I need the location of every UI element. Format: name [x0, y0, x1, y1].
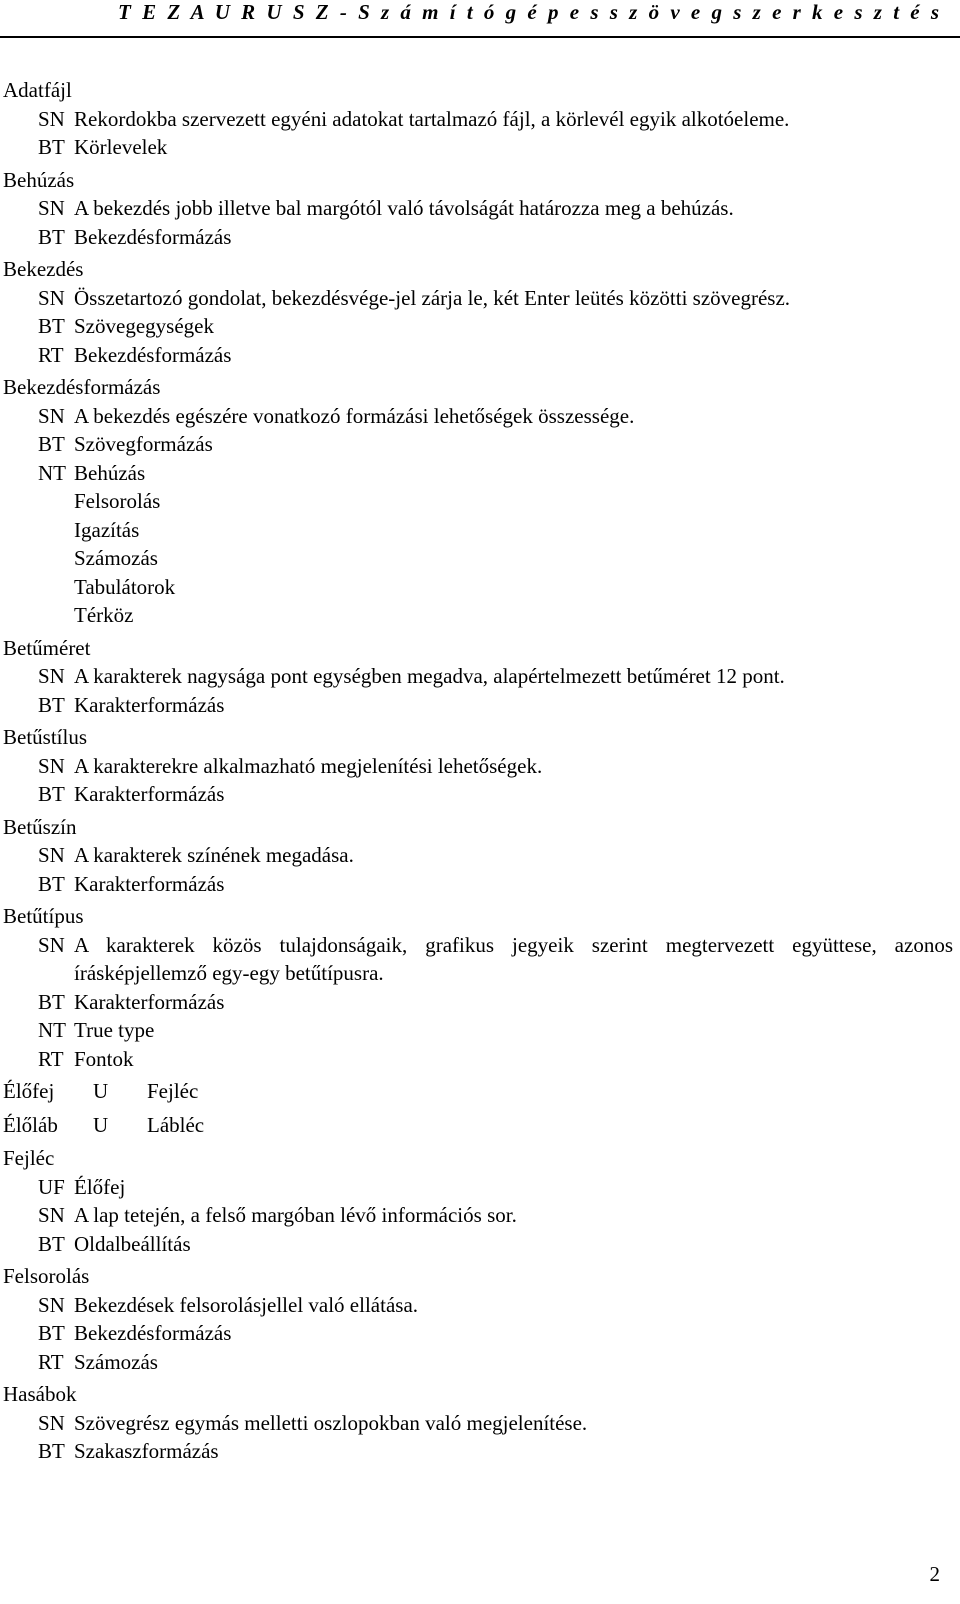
relation-row: [3, 931, 953, 988]
thesaurus-entry: [3, 723, 953, 809]
relation-row: [3, 1348, 953, 1377]
entry-term: Betűméret: [3, 635, 91, 660]
entry-term: Felsorolás: [3, 1264, 90, 1288]
relation-code: BT: [38, 989, 65, 1014]
relation-value: [74, 105, 953, 134]
relation-line: Szakaszformázás: [74, 1439, 219, 1463]
thesaurus-entry: [3, 255, 953, 369]
relation-line: A karakterek nagysága pont egységben megadva, alapértelmezett betűméret 12 pont.: [74, 664, 785, 688]
relation-code: BT: [38, 782, 65, 806]
relation-code: NT: [38, 460, 66, 485]
relation-code: SN: [38, 843, 65, 867]
entry-term: Bekezdésformázás: [3, 375, 161, 399]
relation-row: [3, 459, 953, 630]
relation-line: Bekezdések felsorolásjellel való ellátása.: [74, 1292, 419, 1317]
thesaurus-entry: [3, 813, 953, 899]
thesaurus-entry: [3, 1262, 953, 1376]
relation-line: Karakterformázás: [74, 692, 225, 717]
relation-line: Bekezdésformázás: [74, 224, 232, 249]
relation-code: BT: [38, 871, 65, 896]
relation-value: Fejléc: [147, 1079, 199, 1103]
relation-line: Élőfej: [74, 1174, 126, 1199]
relation-value: Lábléc: [147, 1112, 205, 1137]
relation-value: [74, 752, 953, 781]
relation-row: [3, 430, 953, 459]
relation-line: A karakterek közös tulajdonságaik, grafikus jegyeik szerint megtervezett együttese, azonos írásképjellemző egy-egy betűtípusra.: [74, 932, 953, 985]
entry-term: Élőfej: [3, 1079, 55, 1103]
relation-value: [74, 1437, 953, 1466]
relation-code: RT: [38, 342, 64, 367]
relation-line: Behúzás: [74, 460, 146, 485]
thesaurus-entry: [3, 634, 953, 720]
relation-code: BT: [38, 692, 65, 717]
relation-row: [3, 1291, 953, 1320]
relation-code: BT: [38, 1439, 65, 1463]
relation-code: BT: [38, 224, 65, 249]
relation-value: [74, 988, 953, 1017]
thesaurus-entry: [3, 76, 953, 162]
relation-line: A karakterek színének megadása.: [74, 843, 354, 867]
relation-code: RT: [38, 1349, 64, 1374]
entry-term: Fejléc: [3, 1146, 55, 1170]
relation-row: [3, 1230, 953, 1259]
thesaurus-entry: [3, 373, 953, 630]
relation-row: [3, 1201, 953, 1230]
thesaurus-entry: [3, 1144, 953, 1258]
relation-line: Felsorolás: [74, 489, 161, 513]
relation-line: Fontok: [74, 1046, 134, 1071]
relation-value: [74, 402, 953, 431]
relation-code: SN: [38, 753, 65, 778]
relation-row: [3, 841, 953, 870]
see-reference-entry: [3, 1111, 953, 1140]
relation-code: BT: [38, 432, 65, 456]
header-divider: [0, 36, 960, 38]
relation-line: Karakterformázás: [74, 989, 225, 1014]
relation-row: [3, 988, 953, 1017]
relation-value: [74, 870, 953, 899]
relation-line: Karakterformázás: [74, 782, 225, 806]
entry-term: Betűstílus: [3, 725, 88, 749]
relation-code: BT: [38, 135, 65, 159]
relation-row: [3, 402, 953, 431]
relation-value: [74, 1016, 953, 1045]
relation-line: A bekezdés jobb illetve bal margótól való távolságát határozza meg a behúzás.: [74, 196, 734, 220]
relation-code: SN: [38, 1292, 65, 1317]
relation-value: [74, 1173, 953, 1202]
relation-value: [74, 662, 953, 691]
relation-row: [3, 223, 953, 252]
relation-code: SN: [38, 285, 65, 310]
relation-code: SN: [38, 403, 65, 428]
relation-row: [3, 312, 953, 341]
relation-code: SN: [38, 932, 65, 957]
relation-value: [74, 223, 953, 252]
relation-row: [3, 1173, 953, 1202]
entry-group-2: [3, 1144, 953, 1466]
entry-term: Élőláb: [3, 1112, 58, 1137]
relation-value: [74, 459, 953, 630]
relation-row: [3, 133, 953, 162]
relation-value: [74, 1201, 953, 1230]
relation-value: [74, 430, 953, 459]
relation-line: Oldalbeállítás: [74, 1231, 191, 1256]
relation-row: [3, 341, 953, 370]
relation-line: Számozás: [74, 546, 158, 570]
relation-value: [74, 1319, 953, 1348]
relation-line: Körlevelek: [74, 135, 168, 159]
relation-value: [74, 1348, 953, 1377]
relation-code: NT: [38, 1018, 66, 1042]
page-number: 2: [929, 1562, 940, 1586]
relation-row: [3, 1045, 953, 1074]
relation-code: SN: [38, 1203, 65, 1227]
relation-line: Tabulátorok: [74, 574, 176, 599]
relation-value: [74, 1045, 953, 1074]
relation-line: Szövegrész egymás melletti oszlopokban való megjelenítése.: [74, 1410, 588, 1435]
relation-value: [74, 284, 953, 313]
entry-term: Adatfájl: [3, 78, 72, 102]
relation-value: [74, 312, 953, 341]
thesaurus-content: [3, 76, 953, 1470]
relation-line: Térköz: [74, 603, 134, 627]
thesaurus-entry: [3, 166, 953, 252]
relation-row: [3, 284, 953, 313]
entry-term: Betűtípus: [3, 904, 84, 928]
relation-value: [74, 194, 953, 223]
relation-line: A bekezdés egészére vonatkozó formázási lehetőségek összessége.: [74, 403, 635, 428]
relation-line: Számozás: [74, 1349, 158, 1374]
relation-code: RT: [38, 1046, 64, 1071]
relation-value: [74, 133, 953, 162]
relation-row: [3, 1016, 953, 1045]
entry-term: Betűszín: [3, 814, 77, 839]
relation-row: [3, 870, 953, 899]
relation-line: Igazítás: [74, 517, 140, 542]
relation-line: True type: [74, 1018, 155, 1042]
relation-value: [74, 780, 953, 809]
inline-entry-group: [3, 1077, 953, 1139]
relation-line: Szövegformázás: [74, 432, 213, 456]
relation-value: [74, 1291, 953, 1320]
thesaurus-entry: [3, 902, 953, 1073]
entry-term: Hasábok: [3, 1382, 77, 1406]
relation-value: [74, 931, 953, 988]
relation-row: [3, 1319, 953, 1348]
relation-row: [3, 752, 953, 781]
relation-row: [3, 1437, 953, 1466]
relation-row: [3, 194, 953, 223]
see-reference-entry: [3, 1077, 953, 1106]
relation-line: A lap tetején, a felső margóban lévő információs sor.: [74, 1203, 517, 1227]
relation-value: [74, 841, 953, 870]
relation-code: U: [93, 1079, 109, 1103]
relation-value: [74, 691, 953, 720]
running-header: T E Z A U R U S Z - S z á m í t ó g é p e s s z ö v e g s z e r k e s z t é s: [118, 0, 943, 24]
entry-term: Bekezdés: [3, 257, 84, 281]
relation-code: SN: [38, 106, 65, 131]
relation-row: [3, 662, 953, 691]
relation-row: [3, 1409, 953, 1438]
relation-code: BT: [38, 314, 65, 338]
entry-term: Behúzás: [3, 167, 75, 192]
relation-row: [3, 105, 953, 134]
relation-line: Bekezdésformázás: [74, 1321, 232, 1345]
relation-line: Rekordokba szervezett egyéni adatokat tartalmazó fájl, a körlevél egyik alkotóeleme.: [74, 106, 790, 131]
relation-row: [3, 691, 953, 720]
relation-line: Karakterformázás: [74, 871, 225, 896]
relation-line: Összetartozó gondolat, bekezdésvége-jel zárja le, két Enter leütés közötti szövegrész.: [74, 285, 791, 310]
thesaurus-entry: [3, 1380, 953, 1466]
relation-row: [3, 780, 953, 809]
relation-line: A karakterekre alkalmazható megjelenítési lehetőségek.: [74, 753, 543, 778]
relation-line: Szövegegységek: [74, 314, 214, 338]
relation-code: U: [93, 1112, 109, 1137]
relation-code: SN: [38, 664, 65, 688]
relation-value: [74, 341, 953, 370]
relation-code: SN: [38, 1410, 65, 1435]
relation-code: SN: [38, 196, 65, 220]
relation-code: UF: [38, 1174, 65, 1199]
entry-group-1: [3, 76, 953, 1073]
relation-value: [74, 1409, 953, 1438]
relation-line: Bekezdésformázás: [74, 342, 232, 367]
relation-code: BT: [38, 1231, 65, 1256]
relation-code: BT: [38, 1321, 65, 1345]
relation-value: [74, 1230, 953, 1259]
